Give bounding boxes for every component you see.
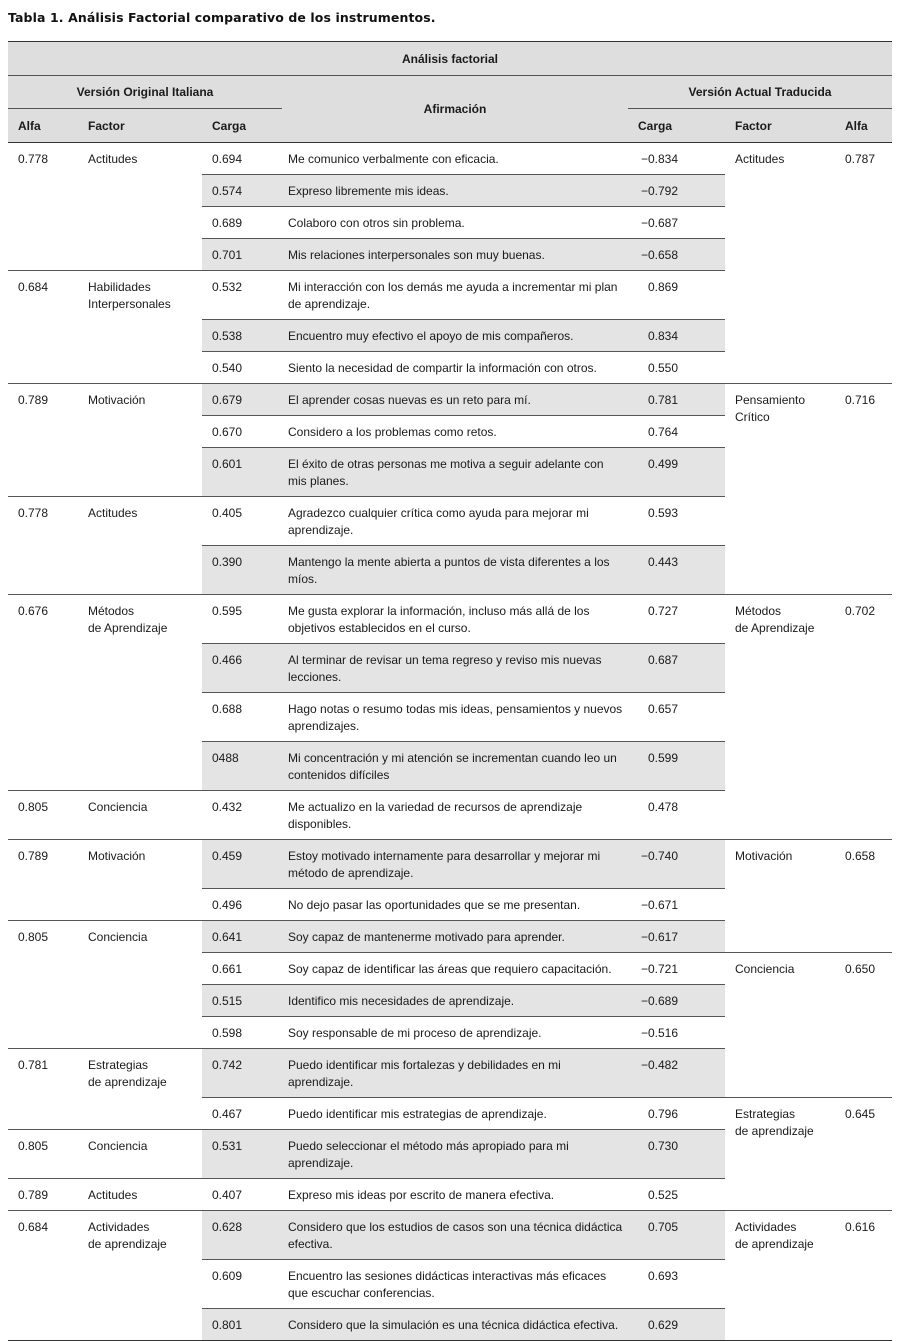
afirmacion-cell: Considero que los estudios de casos son una técnica didáctica efectiva. (282, 1211, 628, 1260)
carga-left-cell: 0.701 (202, 239, 282, 271)
alfa-right-cell: 0.716 (841, 384, 892, 595)
factor-left-cell: Conciencia (82, 1130, 202, 1179)
factor-right-cell: Conciencia (725, 953, 841, 1098)
carga-right-cell: 0.599 (628, 742, 725, 791)
carga-right-cell: 0.593 (628, 497, 725, 546)
factor-right-cell: Actitudes (735, 152, 785, 166)
carga-left-cell: 0.628 (202, 1211, 282, 1260)
afirmacion-cell: Soy capaz de identificar las áreas que requiero capacitación. (282, 953, 628, 985)
carga-right-cell: 0.781 (628, 384, 725, 416)
alfa-left-cell: 0.676 (8, 595, 82, 791)
afirmacion-cell: Identifico mis necesidades de aprendizaje. (282, 985, 628, 1017)
factor-analysis-table (8, 41, 892, 1341)
col-header-factor-right: Factor (725, 109, 841, 143)
afirmacion-cell: Me actualizo en la variedad de recursos de aprendizaje disponibles. (282, 791, 628, 840)
carga-left-cell: 0.574 (202, 175, 282, 207)
afirmacion-cell: Soy responsable de mi proceso de aprendizaje. (282, 1017, 628, 1049)
alfa-left-cell: 0.684 (8, 271, 82, 384)
carga-left-cell: 0.679 (202, 384, 282, 416)
carga-right-cell: 0.693 (628, 1260, 725, 1309)
carga-left-cell: 0.801 (202, 1309, 282, 1341)
header-title: Análisis factorial (8, 42, 892, 76)
table-row (8, 384, 892, 416)
afirmacion-cell: Puedo seleccionar el método más apropiado para mi aprendizaje. (282, 1130, 628, 1179)
alfa-left-cell: 0.805 (8, 791, 82, 840)
carga-left-cell: 0.390 (202, 546, 282, 595)
factor-left-cell: Métodos de Aprendizaje (82, 595, 202, 791)
alfa-left-cell: 0.789 (8, 1179, 82, 1211)
carga-right-cell: −0.658 (628, 239, 725, 271)
header-afirmacion: Afirmación (282, 76, 628, 143)
alfa-right-cell: 0.650 (841, 953, 892, 1098)
afirmacion-cell: Puedo identificar mis estrategias de aprendizaje. (282, 1098, 628, 1130)
carga-right-cell: 0.550 (628, 352, 725, 384)
factor-right-cell: Motivación (725, 840, 841, 953)
factor-right-cell: Actividades de aprendizaje (725, 1211, 841, 1341)
carga-right-cell: −0.721 (628, 953, 725, 985)
carga-right-cell: 0.869 (628, 271, 725, 320)
alfa-left-cell: 0.789 (8, 384, 82, 497)
afirmacion-cell: Mantengo la mente abierta a puntos de vista diferentes a los míos. (282, 546, 628, 595)
afirmacion-cell: Expreso mis ideas por escrito de manera efectiva. (282, 1179, 628, 1211)
carga-right-cell: −0.671 (628, 889, 725, 921)
alfa-right-cell: 0.658 (841, 840, 892, 953)
alfa-left-cell: 0.778 (8, 497, 82, 595)
alfa-right-cell: 0.702 (841, 595, 892, 840)
afirmacion-cell: Encuentro muy efectivo el apoyo de mis compañeros. (282, 320, 628, 352)
carga-right-cell: 0.705 (628, 1211, 725, 1260)
carga-right-cell: −0.689 (628, 985, 725, 1017)
alfa-left-cell: 0.805 (8, 921, 82, 1049)
carga-left-cell: 0.459 (202, 840, 282, 889)
table-row (8, 595, 892, 644)
carga-left-cell: 0.689 (202, 207, 282, 239)
col-header-carga-right: Carga (628, 109, 725, 143)
table-row (8, 143, 892, 175)
factor-left-cell: Actividades de aprendizaje (82, 1211, 202, 1341)
carga-left-cell: 0.688 (202, 693, 282, 742)
factor-right-cell: Pensamiento Crítico (725, 384, 841, 595)
carga-right-cell: 0.764 (628, 416, 725, 448)
alfa-left-cell: 0.778 (18, 152, 49, 166)
afirmacion-cell: Expreso libremente mis ideas. (282, 175, 628, 207)
carga-left-cell: 0.609 (202, 1260, 282, 1309)
header-translated-version: Versión Actual Traducida (628, 76, 892, 109)
carga-right-cell: −0.617 (628, 921, 725, 953)
carga-left-cell: 0.538 (202, 320, 282, 352)
afirmacion-cell: Al terminar de revisar un tema regreso y reviso mis nuevas lecciones. (282, 644, 628, 693)
col-header-alfa-right: Alfa (841, 109, 892, 143)
carga-left-cell: 0.532 (202, 271, 282, 320)
carga-left-cell: 0488 (202, 742, 282, 791)
factor-left-cell: Habilidades Interpersonales (82, 271, 202, 384)
carga-left-cell: 0.694 (212, 152, 243, 166)
carga-left-cell: 0.405 (202, 497, 282, 546)
afirmacion-cell: Puedo identificar mis fortalezas y debilidades en mi aprendizaje. (282, 1049, 628, 1098)
carga-right-cell: −0.516 (628, 1017, 725, 1049)
factor-left-cell: Actitudes (82, 1179, 202, 1211)
table-row (8, 1211, 892, 1260)
carga-left-cell: 0.432 (202, 791, 282, 840)
carga-left-cell: 0.540 (202, 352, 282, 384)
afirmacion-cell: Considero que la simulación es una técnica didáctica efectiva. (282, 1309, 628, 1341)
carga-right-cell: 0.730 (628, 1130, 725, 1179)
alfa-left-cell: 0.781 (8, 1049, 82, 1130)
carga-right-cell: −0.482 (628, 1049, 725, 1098)
alfa-left-cell: 0.789 (8, 840, 82, 921)
carga-left-cell: 0.467 (202, 1098, 282, 1130)
carga-left-cell: 0.531 (202, 1130, 282, 1179)
alfa-left-cell: 0.805 (8, 1130, 82, 1179)
afirmacion-cell: Mi concentración y mi atención se incrementan cuando leo un contenidos difíciles (282, 742, 628, 791)
carga-left-cell: 0.742 (202, 1049, 282, 1098)
factor-right-cell: Estrategias de aprendizaje (725, 1098, 841, 1211)
factor-left-cell: Conciencia (82, 921, 202, 1049)
carga-right-cell: 0.629 (628, 1309, 725, 1341)
factor-left-cell: Actitudes (82, 497, 202, 595)
afirmacion-cell: Estoy motivado internamente para desarrollar y mejorar mi método de aprendizaje. (282, 840, 628, 889)
afirmacion-cell: El aprender cosas nuevas es un reto para mí. (282, 384, 628, 416)
carga-right-cell: −0.834 (640, 152, 678, 166)
afirmacion-cell: Considero a los problemas como retos. (282, 416, 628, 448)
carga-right-cell: 0.657 (628, 693, 725, 742)
afirmacion-cell: Encuentro las sesiones didácticas interactivas más eficaces que escuchar conferencias. (282, 1260, 628, 1309)
carga-left-cell: 0.641 (202, 921, 282, 953)
header-original-version: Versión Original Italiana (8, 76, 282, 109)
carga-right-cell: 0.478 (628, 791, 725, 840)
afirmacion-cell: El éxito de otras personas me motiva a seguir adelante con mis planes. (282, 448, 628, 497)
factor-left-cell: Estrategias de aprendizaje (82, 1049, 202, 1130)
alfa-right-cell: 0.645 (841, 1098, 892, 1211)
col-header-alfa-left: Alfa (8, 109, 82, 143)
table-caption: Tabla 1. Análisis Factorial comparativo de los instrumentos. (8, 10, 436, 25)
carga-left-cell: 0.496 (202, 889, 282, 921)
alfa-right-cell: 0.787 (845, 152, 876, 166)
carga-left-cell: 0.595 (202, 595, 282, 644)
afirmacion-cell: Colaboro con otros sin problema. (282, 207, 628, 239)
carga-right-cell: −0.740 (628, 840, 725, 889)
carga-right-cell: 0.727 (628, 595, 725, 644)
carga-left-cell: 0.466 (202, 644, 282, 693)
carga-left-cell: 0.515 (202, 985, 282, 1017)
carga-right-cell: 0.525 (628, 1179, 725, 1211)
factor-left-cell: Motivación (82, 384, 202, 497)
afirmacion-cell: No dejo pasar las oportunidades que se me presentan. (282, 889, 628, 921)
carga-left-cell: 0.670 (202, 416, 282, 448)
col-header-factor-left: Factor (82, 109, 202, 143)
carga-left-cell: 0.598 (202, 1017, 282, 1049)
afirmacion-cell: Me gusta explorar la información, incluso más allá de los objetivos establecidos en el curso. (282, 595, 628, 644)
afirmacion-cell: Mis relaciones interpersonales son muy buenas. (282, 239, 628, 271)
carga-right-cell: −0.687 (628, 207, 725, 239)
table-row (8, 840, 892, 889)
carga-right-cell: 0.687 (628, 644, 725, 693)
factor-left-cell: Actitudes (88, 152, 138, 166)
carga-right-cell: 0.499 (628, 448, 725, 497)
factor-left-cell: Motivación (82, 840, 202, 921)
factor-right-cell: Métodos de Aprendizaje (725, 595, 841, 840)
carga-left-cell: 0.661 (202, 953, 282, 985)
alfa-left-cell: 0.684 (8, 1211, 82, 1341)
afirmacion-cell: Siento la necesidad de compartir la información con otros. (282, 352, 628, 384)
carga-right-cell: 0.443 (628, 546, 725, 595)
carga-right-cell: −0.792 (628, 175, 725, 207)
carga-left-cell: 0.601 (202, 448, 282, 497)
col-header-carga-left: Carga (202, 109, 282, 143)
afirmacion-cell: Hago notas o resumo todas mis ideas, pensamientos y nuevos aprendizajes. (282, 693, 628, 742)
afirmacion-cell: Mi interacción con los demás me ayuda a incrementar mi plan de aprendizaje. (282, 271, 628, 320)
alfa-right-cell: 0.616 (841, 1211, 892, 1341)
carga-right-cell: 0.834 (628, 320, 725, 352)
factor-left-cell: Conciencia (82, 791, 202, 840)
afirmacion-cell: Agradezco cualquier crítica como ayuda para mejorar mi aprendizaje. (282, 497, 628, 546)
carga-left-cell: 0.407 (202, 1179, 282, 1211)
afirmacion-cell: Me comunico verbalmente con eficacia. (288, 152, 499, 166)
carga-right-cell: 0.796 (628, 1098, 725, 1130)
afirmacion-cell: Soy capaz de mantenerme motivado para aprender. (282, 921, 628, 953)
